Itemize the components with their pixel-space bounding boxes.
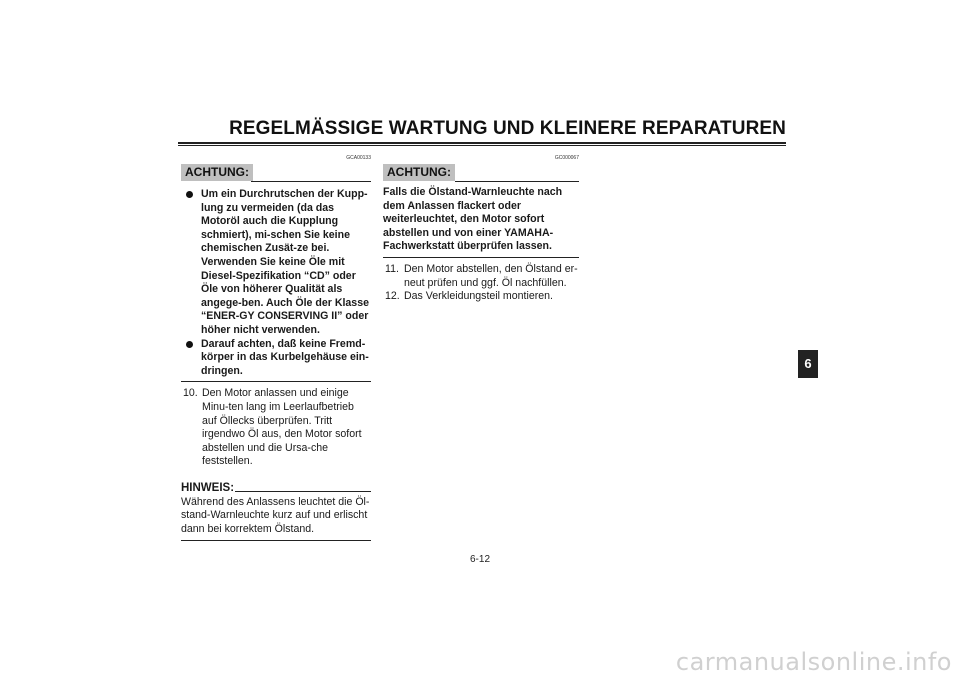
step-item xyxy=(383,263,579,290)
bullet-text: Um ein Durchrutschen der Kupp-lung zu vermeiden (da das Motoröl auch die Kupplung schmiert), mi-schen Sie keine chemischen Zusät-ze bei. Verwenden Sie keine Öle mit Diesel-Spezifikation “CD” oder Öle von höherer Qualität als angege-ben. Auch Öle der Klasse “ENER-GY CONSERVING II” oder höher nicht verwenden. xyxy=(201,188,369,336)
caution-rule xyxy=(455,181,579,182)
caution-bullet-item xyxy=(181,188,371,338)
note-label: HINWEIS: xyxy=(181,481,235,494)
note-end-rule xyxy=(181,540,371,541)
step-text: Den Motor abstellen, den Ölstand er-neut prüfen und ggf. Öl nachfüllen. xyxy=(404,262,578,289)
step-number: 12. xyxy=(385,290,400,303)
caution-rule xyxy=(251,181,371,182)
step-number: 11. xyxy=(385,262,399,275)
step-text: Den Motor anlassen und einige Minu-ten lang im Leerlaufbetrieb auf Öllecks überprüfen. Tritt irgendwo Öl aus, den Motor sofort abstellen und die Ursa-che feststellen. xyxy=(202,387,362,468)
bullet-dot-icon xyxy=(186,341,193,348)
caution-end-rule xyxy=(383,257,579,258)
reference-code: GC000067 xyxy=(554,155,579,161)
step-item xyxy=(383,290,579,304)
page-title: REGELMÄSSIGE WARTUNG UND KLEINERE REPARATUREN xyxy=(229,118,786,139)
right-column xyxy=(383,154,579,304)
bullet-dot-icon xyxy=(186,191,193,198)
caution-heading xyxy=(181,164,371,184)
step-list xyxy=(181,387,371,469)
caution-badge: ACHTUNG: xyxy=(181,164,253,181)
chapter-tab: 6 xyxy=(798,350,818,378)
caution-text: Falls die Ölstand-Warnleuchte nach dem Anlassen flackert oder weiterleuchtet, den Motor sofort abstellen und von einer YAMAHA- Fachwerkstatt überprüfen lassen. xyxy=(383,186,563,253)
step-list xyxy=(383,263,579,304)
header-divider xyxy=(178,142,786,146)
note-text: Während des Anlassens leuchtet die Öl-stand-Warnleuchte kurz auf und erlischt dann bei korrektem Ölstand. xyxy=(181,495,370,536)
caution-end-rule xyxy=(181,381,371,382)
page-number: 6-12 xyxy=(470,554,491,565)
step-item xyxy=(181,387,371,469)
note-rule xyxy=(235,491,371,492)
watermark: carmanualsonline.info xyxy=(675,648,952,676)
step-text: Das Verkleidungsteil montieren. xyxy=(404,290,553,303)
caution-heading xyxy=(383,164,579,184)
note-heading xyxy=(181,481,371,495)
bullet-text: Darauf achten, daß keine Fremd-körper in das Kurbelgehäuse ein-dringen. xyxy=(201,337,369,377)
reference-code: GCA00133 xyxy=(346,155,371,161)
caution-bullet-item xyxy=(181,338,371,379)
caution-bullet-list xyxy=(181,188,371,378)
step-number: 10. xyxy=(183,387,198,400)
caution-badge: ACHTUNG: xyxy=(383,164,455,181)
left-column xyxy=(181,154,371,541)
